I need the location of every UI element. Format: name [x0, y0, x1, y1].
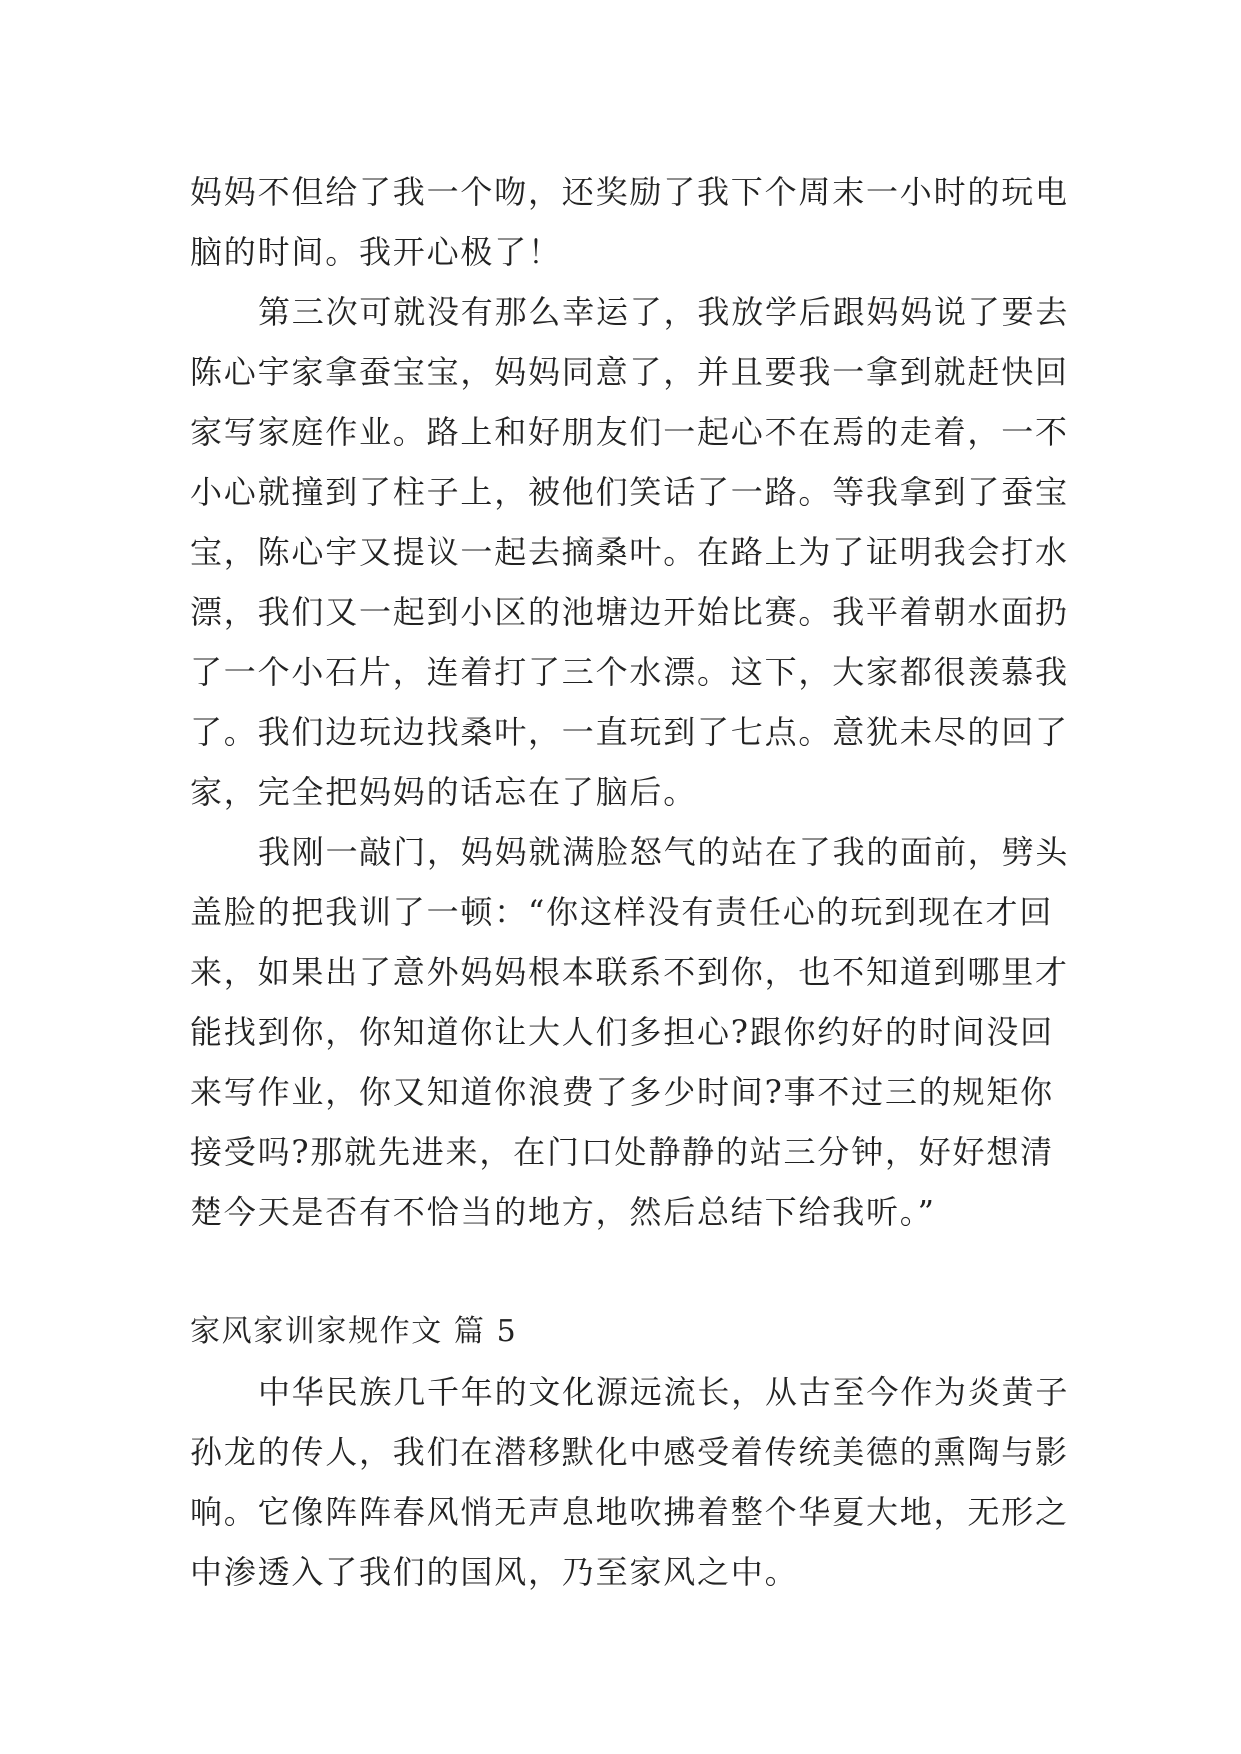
text-line: 第三次可就没有那么幸运了，我放学后跟妈妈说了要去 [258, 293, 1070, 331]
text-line: 能找到你，你知道你让大人们多担心?跟你约好的时间没回 [190, 1013, 1054, 1051]
section-heading: 家风家训家规作文 篇 5 [190, 1314, 518, 1349]
text-line: 中华民族几千年的文化源远流长，从古至今作为炎黄子 [258, 1373, 1070, 1411]
text-line: 家写家庭作业。路上和好朋友们一起心不在焉的走着，一不 [190, 413, 1069, 451]
text-line: 盖脸的把我训了一顿：“你这样没有责任心的玩到现在才回 [190, 893, 1054, 931]
paragraph [190, 822, 1070, 1242]
paragraph [190, 162, 1069, 282]
text-line: 漂，我们又一起到小区的池塘边开始比赛。我平着朝水面扔 [190, 593, 1069, 631]
text-line: 来写作业，你又知道你浪费了多少时间?事不过三的规矩你 [190, 1073, 1054, 1111]
text-line: 了。我们边玩边找桑叶，一直玩到了七点。意犹未尽的回了 [190, 713, 1069, 751]
text-line: 宝，陈心宇又提议一起去摘桑叶。在路上为了证明我会打水 [190, 533, 1069, 571]
paragraph [190, 1362, 1070, 1602]
text-line: 孙龙的传人，我们在潜移默化中感受着传统美德的熏陶与影 [190, 1433, 1069, 1471]
text-line: 妈妈不但给了我一个吻，还奖励了我下个周末一小时的玩电 [190, 173, 1069, 211]
text-line: 脑的时间。我开心极了！ [190, 233, 562, 271]
text-line: 家，完全把妈妈的话忘在了脑后。 [190, 773, 698, 811]
text-line: 了一个小石片，连着打了三个水漂。这下，大家都很羡慕我 [190, 653, 1069, 691]
paragraph [190, 282, 1070, 822]
text-line: 陈心宇家拿蚕宝宝，妈妈同意了，并且要我一拿到就赶快回 [190, 353, 1069, 391]
text-line: 我刚一敲门，妈妈就满脸怒气的站在了我的面前，劈头 [258, 833, 1070, 871]
document-body [190, 162, 1070, 1602]
text-line: 楚今天是否有不恰当的地方，然后总结下给我听。” [190, 1193, 936, 1231]
text-line: 中渗透入了我们的国风，乃至家风之中。 [190, 1553, 799, 1591]
text-line: 来，如果出了意外妈妈根本联系不到你，也不知道到哪里才 [190, 953, 1069, 991]
section-spacer [190, 1242, 1060, 1302]
text-line: 接受吗?那就先进来，在门口处静静的站三分钟，好好想清 [190, 1133, 1054, 1171]
text-line: 响。它像阵阵春风悄无声息地吹拂着整个华夏大地，无形之 [190, 1493, 1069, 1531]
text-line: 小心就撞到了柱子上，被他们笑话了一路。等我拿到了蚕宝 [190, 473, 1069, 511]
